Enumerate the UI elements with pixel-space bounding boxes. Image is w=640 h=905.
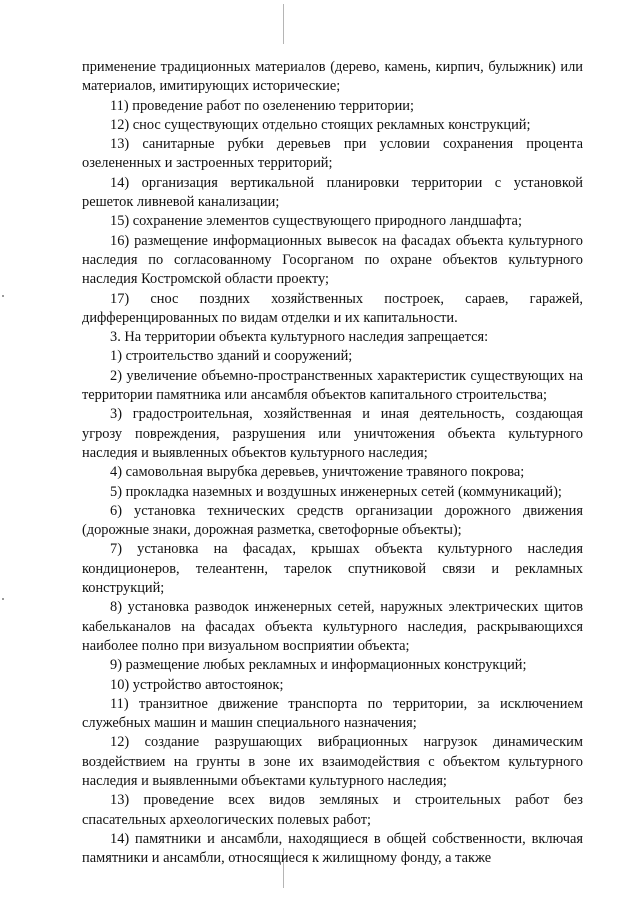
list-item-13: 13) санитарные рубки деревьев при условии сохранения процента озелененных и застроенных территорий; (82, 136, 583, 172)
prohibition-item-14: 14) памятники и ансамбли, находящиеся в общей собственности, включая памятники и ансамбли, относящиеся к жилищному фонду, а также (82, 830, 583, 867)
binding-mark-top (283, 4, 284, 44)
prohibition-item-2: 2) увеличение объемно-пространственных характеристик существующих на территории памятника или ансамбля объектов капитального строительства; (82, 367, 583, 404)
list-item-15: 15) сохранение элементов существующего природного ландшафта; (110, 213, 522, 230)
prohibition-item-7: 7) установка на фасадах, крышах объекта культурного наследия кондиционеров, телеантенн, тарелок спутниковой связи и рекламных конструкций; (82, 541, 583, 597)
list-item-14: 14) организация вертикальной планировки территории с установкой решеток ливневой канализации; (82, 174, 583, 211)
list-item-12: 12) снос существующих отдельно стоящих рекламных конструкций; (110, 116, 531, 133)
section-3-heading: 3. На территории объекта культурного наследия запрещается: (110, 329, 489, 346)
prohibition-item-11: 11) транзитное движение транспорта по территории, за исключением служебных машин и машин специального назначения; (82, 695, 583, 732)
scan-edge-mark (2, 598, 4, 600)
list-item-17: 17) снос поздних хозяйственных построек, сараев, гаражей, дифференцированных по видам отделки и их капитальности. (82, 290, 583, 326)
paragraph-continuation: применение традиционных материалов (дерево, камень, кирпич, булыжник) или материалов, имитирующих исторические; (82, 59, 583, 95)
prohibition-item-1: 1) строительство зданий и сооружений; (110, 348, 353, 365)
prohibition-item-9: 9) размещение любых рекламных и информационных конструкций; (110, 657, 527, 674)
prohibition-item-10: 10) устройство автостоянок; (110, 676, 284, 693)
prohibition-item-12: 12) создание разрушающих вибрационных нагрузок динамическим воздействием на грунты в зоне их взаимодействия с объектом культурного наследия и выявленными объектами культурного наследия; (82, 734, 583, 789)
document-body (82, 58, 583, 868)
scan-edge-mark (2, 295, 4, 297)
prohibition-item-3: 3) градостроительная, хозяйственная и иная деятельность, создающая угрозу повреждения, разрушения или уничтожения объекта культурного наследия и выявленных объектов культурного наследия; (82, 406, 583, 461)
prohibition-item-5: 5) прокладка наземных и воздушных инженерных сетей (коммуникаций); (110, 483, 562, 500)
prohibition-item-4: 4) самовольная вырубка деревьев, уничтожение травяного покрова; (110, 464, 525, 481)
prohibition-item-6: 6) установка технических средств организации дорожного движения (дорожные знаки, дорожная разметка, светофорные объекты); (82, 502, 583, 539)
list-item-11: 11) проведение работ по озеленению территории; (110, 97, 414, 114)
prohibition-item-13: 13) проведение всех видов земляных и строительных работ без спасательных археологических полевых работ; (82, 792, 583, 828)
list-item-16: 16) размещение информационных вывесок на фасадах объекта культурного наследия по согласованному Госорганом по охране объектов культурного наследия Костромской области проекту; (82, 232, 583, 288)
prohibition-item-8: 8) установка разводок инженерных сетей, наружных электрических щитов кабельканалов на фасадах объекта культурного наследия, раскрывающихся наиболее полно при визуальном восприятии объекта; (82, 599, 583, 654)
